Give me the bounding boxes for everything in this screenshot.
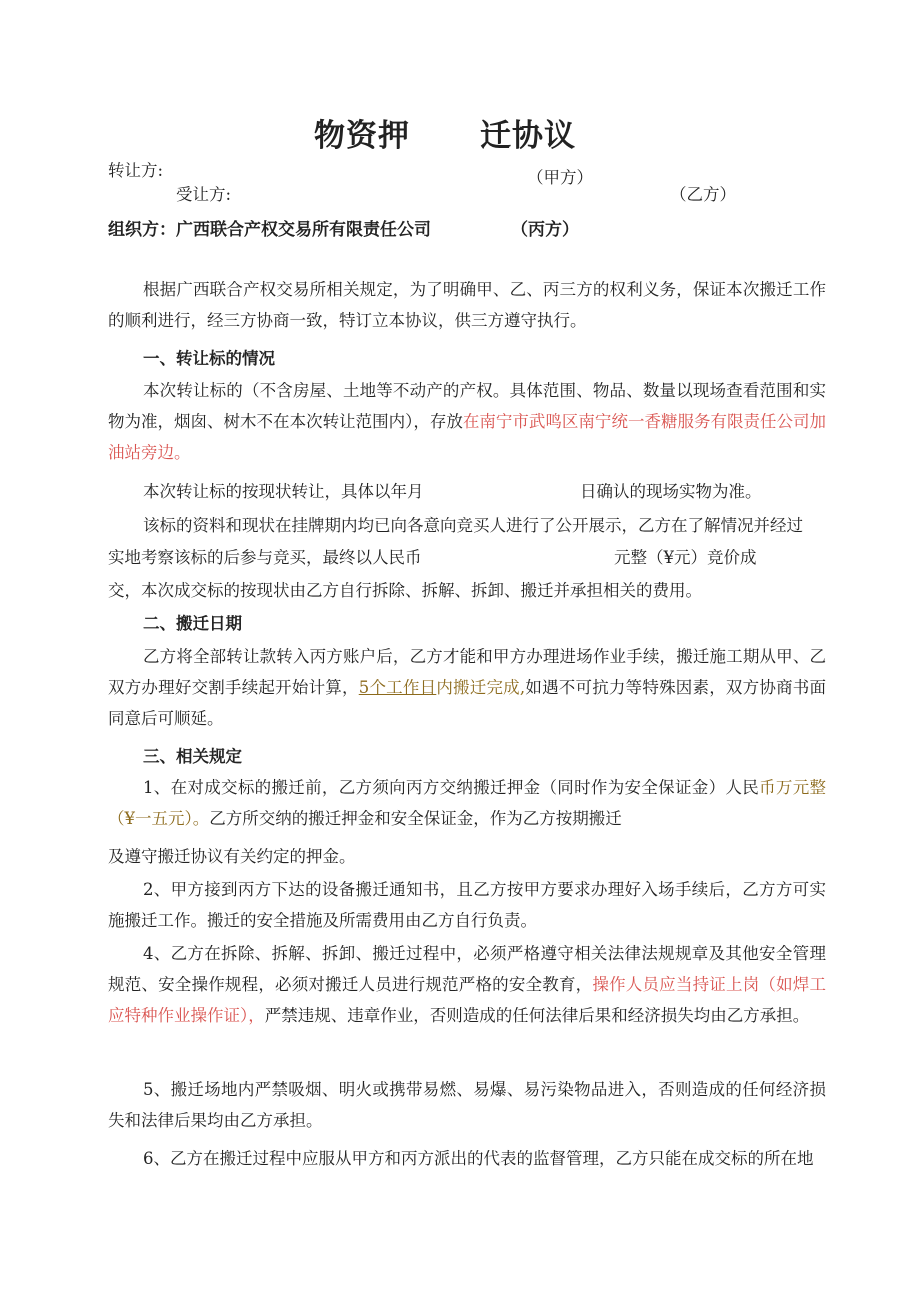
section2-p1-tail: 如遇不可抗力等特殊因素，双方协商书面同意后可顺延。 [108, 678, 827, 728]
intro-paragraph: 根据广西联合产权交易所相关规定，为了明确甲、乙、丙三方的权利义务，保证本次搬迁工作的顺利进行，经三方协商一致，特订立本协议，供三方遵守执行。 [108, 280, 826, 330]
title-left: 物资押 [314, 118, 410, 154]
item4-rest: 严禁违规、违章作业，否则造成的任何法律后果和经济损失均由乙方承担。 [264, 1006, 810, 1025]
section3-item4 [108, 938, 826, 1031]
section1-p1-text: 本次转让标的（不含房屋、土地等不动产的产权。具体范围、物品、数量以现场查看范围和实物为准，烟囱、树木不在本次转让范围内），存放 [108, 381, 826, 431]
section3-item1 [108, 772, 826, 834]
party-a-tag: （甲方） [527, 168, 593, 187]
organizer: 组织方：广西联合产权交易所有限责任公司 [108, 220, 431, 240]
party-c-tag: （丙方） [511, 220, 579, 240]
certification-requirement: 操作人员应当持证上岗（如焊工应特种作业操作证）， [108, 975, 827, 1025]
title-right: 迁协议 [480, 118, 576, 154]
item1-line3: 及遵守搬迁协议有关约定的押金。 [108, 847, 356, 866]
item1-rest: 乙方所交纳的搬迁押金和安全保证金，作为乙方按期搬迁 [209, 809, 622, 828]
section3-item6: 6、乙方在搬迁过程中应服从甲方和丙方派出的代表的监督管理，乙方只能在成交标的所在地 [143, 1149, 814, 1168]
document-title [0, 110, 890, 155]
deposit-amount: 币万元整（¥一五元）。 [108, 778, 826, 828]
deadline-days: 5个工作日 [358, 678, 437, 697]
section3-heading: 三、相关规定 [143, 747, 242, 766]
section1-heading: 一、转让标的情况 [143, 349, 275, 368]
section1-p3-line1: 该标的资料和现状在挂牌期内均已向各意向竞买人进行了公开展示，乙方在了解情况并经过 [143, 516, 803, 535]
section1-paragraph1 [108, 375, 826, 468]
transferee-label: 受让方: [176, 185, 232, 204]
section1-p2-right: 日确认的现场实物为准。 [580, 482, 762, 501]
section1-p3-line3: 交，本次成交标的按现状由乙方自行拆除、拆解、拆卸、搬迁并承担相关的费用。 [108, 581, 702, 600]
section1-p3-line2-right: 元整（¥元）竞价成 [614, 548, 757, 567]
transferor-label: 转让方: [108, 161, 164, 180]
section2-heading: 二、搬迁日期 [143, 614, 242, 633]
deadline-rest: 内搬迁完成, [436, 678, 526, 697]
party-b-tag: （乙方） [670, 185, 736, 204]
item1-text: 1、在对成交标的搬迁前，乙方须向丙方交纳搬迁押金（同时作为安全保证金）人民 [143, 778, 760, 797]
item4-text: 4、乙方在拆除、拆解、拆卸、搬迁过程中，必须严格遵守相关法律法规规章及其他安全管理规范、安全操作规程，必须对搬迁人员进行规范严格的安全教育， [108, 944, 826, 994]
section1-p2-left: 本次转让标的按现状转让，具体以年月 [143, 482, 424, 501]
section3-item5: 5、搬迁场地内严禁吸烟、明火或携带易燃、易爆、易污染物品进入，否则造成的任何经济损失和法律后果均由乙方承担。 [108, 1080, 826, 1130]
section2-paragraph [108, 641, 826, 734]
storage-location: 在南宁市武鸣区南宁统一香糖服务有限责任公司加油站旁边。 [108, 412, 827, 462]
section1-p3-line2-left: 实地考察该标的后参与竞买，最终以人民币 [108, 548, 422, 567]
section3-item2: 2、甲方接到丙方下达的设备搬迁通知书，且乙方按甲方要求办理好入场手续后，乙方方可实施搬迁工作。搬迁的安全措施及所需费用由乙方自行负责。 [108, 880, 826, 930]
section2-p1-text: 乙方将全部转让款转入丙方账户后，乙方才能和甲方办理进场作业手续，搬迁施工期从甲、乙双方办理好交割手续起开始计算， [108, 647, 826, 697]
